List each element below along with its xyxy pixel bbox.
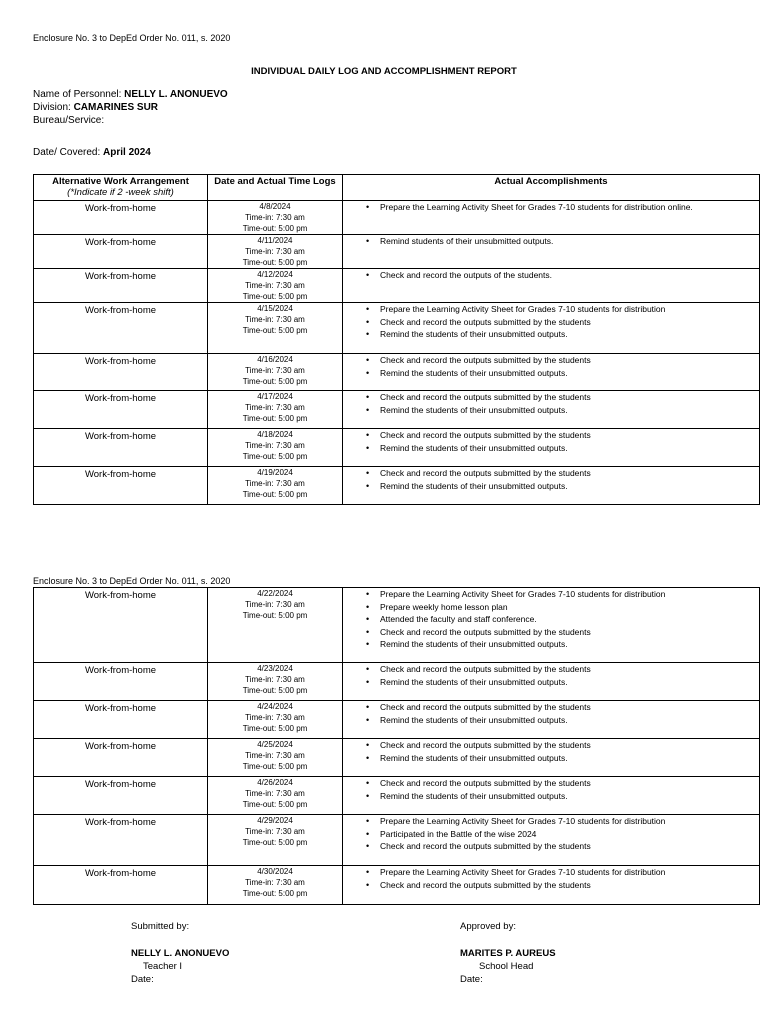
date-text: 4/30/2024 [257,867,293,876]
submitted-by-block [131,920,229,986]
header-arrangement-label: Alternative Work Arrangement [52,176,189,187]
bureau-service [33,114,228,127]
accomplishment-list [343,429,759,454]
accomplishments-cell [343,269,760,303]
log-table-page2 [33,587,760,905]
accomplishment-item: • Check and record the outputs submitted by the students [380,739,759,752]
date-text: 4/8/2024 [259,202,291,211]
date-time-cell [208,815,343,866]
arrangement-cell: Work-from-home [34,588,208,663]
time-in-text: Time-in: 7:30 am [245,315,305,324]
date-time-cell [208,269,343,303]
accomplishment-item: • Attended the faculty and staff conference. [380,613,759,626]
date-time-cell [208,701,343,739]
accomplishment-item: • Check and record the outputs of the students. [380,269,759,282]
accomplishment-item: • Remind the students of their unsubmitted outputs. [380,367,759,380]
accomplishments-cell [343,701,760,739]
time-in-text: Time-in: 7:30 am [245,247,305,256]
date-covered-label: Date/ Covered: [33,147,101,158]
name-label: Name of Personnel: [33,89,122,100]
time-in-text: Time-in: 7:30 am [245,441,305,450]
header-arrangement-note: (*Indicate if 2 -week shift) [67,187,174,198]
accomplishment-item: • Prepare the Learning Activity Sheet for Grades 7-10 students for distribution [380,866,759,879]
accomplishment-item: • Check and record the outputs submitted by the students [380,354,759,367]
accomplishment-item: • Participated in the Battle of the wise 2024 [380,828,759,841]
arrangement-cell: Work-from-home [34,429,208,467]
time-in-text: Time-in: 7:30 am [245,751,305,760]
date-text: 4/22/2024 [257,589,293,598]
date-text: 4/12/2024 [257,270,293,279]
date-time-cell [208,739,343,777]
accomplishments-cell [343,201,760,235]
accomplishment-list [343,739,759,764]
table-header-row [34,175,760,201]
division [33,101,228,114]
arrangement-cell: Work-from-home [34,866,208,905]
table-row [34,354,760,391]
date-covered [33,146,151,159]
approved-by-position: School Head [479,961,534,972]
arrangement-cell: Work-from-home [34,391,208,429]
submitted-by-position: Teacher I [143,961,183,972]
header-accomplishments: Actual Accomplishments [343,175,760,201]
time-out-text: Time-out: 5:00 pm [242,762,308,771]
date-time-cell [208,588,343,663]
time-in-text: Time-in: 7:30 am [245,479,305,488]
time-out-text: Time-out: 5:00 pm [242,224,308,233]
table-row [34,429,760,467]
time-out-text: Time-out: 5:00 pm [242,686,308,695]
date-text: 4/29/2024 [257,816,293,825]
accomplishment-item: • Check and record the outputs submitted by the students [380,879,759,892]
date-text: 4/19/2024 [257,468,293,477]
time-in-text: Time-in: 7:30 am [245,827,305,836]
arrangement-cell: Work-from-home [34,815,208,866]
accomplishment-list [343,235,759,248]
date-time-cell [208,777,343,815]
approved-by-date: Date: [460,974,483,985]
accomplishment-list [343,391,759,416]
accomplishment-item: • Check and record the outputs submitted by the students [380,701,759,714]
accomplishment-list [343,701,759,726]
arrangement-cell: Work-from-home [34,663,208,701]
time-out-text: Time-out: 5:00 pm [242,452,308,461]
table-row [34,739,760,777]
header-arrangement [34,175,208,201]
date-time-cell [208,303,343,354]
time-in-text: Time-in: 7:30 am [245,366,305,375]
accomplishments-cell [343,354,760,391]
enclosure-label-page2: Enclosure No. 3 to DepEd Order No. 011, s. 2020 [33,576,231,586]
accomplishments-cell [343,235,760,269]
table-row [34,701,760,739]
date-time-cell [208,354,343,391]
time-out-text: Time-out: 5:00 pm [242,377,308,386]
division-label: Division: [33,102,71,113]
time-out-text: Time-out: 5:00 pm [242,258,308,267]
accomplishment-item: • Remind the students of their unsubmitted outputs. [380,638,759,651]
time-out-text: Time-out: 5:00 pm [242,611,308,620]
accomplishment-list [343,663,759,688]
accomplishment-item: • Prepare the Learning Activity Sheet for Grades 7-10 students for distribution [380,303,759,316]
accomplishments-cell [343,391,760,429]
date-time-cell [208,201,343,235]
header-date-logs: Date and Actual Time Logs [208,175,343,201]
date-time-cell [208,866,343,905]
approved-by-label: Approved by: [460,921,516,932]
table-row [34,866,760,905]
date-text: 4/25/2024 [257,740,293,749]
table-row [34,235,760,269]
accomplishment-item: • Prepare the Learning Activity Sheet for Grades 7-10 students for distribution online. [380,201,759,214]
accomplishments-cell [343,739,760,777]
date-time-cell [208,235,343,269]
time-out-text: Time-out: 5:00 pm [242,414,308,423]
accomplishment-item: • Remind the students of their unsubmitted outputs. [380,442,759,455]
table-row [34,201,760,235]
accomplishments-cell [343,663,760,701]
arrangement-cell: Work-from-home [34,701,208,739]
approved-by-block [460,920,556,986]
accomplishment-list [343,354,759,379]
accomplishment-list [343,269,759,282]
accomplishments-cell [343,815,760,866]
division-value: CAMARINES SUR [73,102,159,113]
arrangement-cell: Work-from-home [34,777,208,815]
accomplishments-cell [343,777,760,815]
accomplishment-item: • Remind the students of their unsubmitted outputs. [380,480,759,493]
submitted-by-name: NELLY L. ANONUEVO [131,948,230,959]
time-in-text: Time-in: 7:30 am [245,213,305,222]
accomplishment-item: • Remind the students of their unsubmitted outputs. [380,790,759,803]
time-in-text: Time-in: 7:30 am [245,403,305,412]
table-row [34,777,760,815]
accomplishment-item: • Check and record the outputs submitted by the students [380,840,759,853]
accomplishment-item: • Prepare the Learning Activity Sheet for Grades 7-10 students for distribution [380,815,759,828]
accomplishment-list [343,777,759,802]
time-out-text: Time-out: 5:00 pm [242,838,308,847]
time-in-text: Time-in: 7:30 am [245,789,305,798]
accomplishment-list [343,201,759,214]
approved-by-name: MARITES P. AUREUS [460,948,556,959]
report-title: INDIVIDUAL DAILY LOG AND ACCOMPLISHMENT REPORT [251,66,517,77]
table-row [34,303,760,354]
table-row [34,391,760,429]
log-table-page1 [33,174,760,505]
accomplishment-item: • Remind the students of their unsubmitted outputs. [380,714,759,727]
arrangement-cell: Work-from-home [34,235,208,269]
accomplishment-item: • Remind the students of their unsubmitted outputs. [380,328,759,341]
accomplishment-item: • Remind students of their unsubmitted outputs. [380,235,759,248]
accomplishment-item: • Check and record the outputs submitted by the students [380,467,759,480]
arrangement-cell: Work-from-home [34,354,208,391]
date-time-cell [208,467,343,505]
time-in-text: Time-in: 7:30 am [245,675,305,684]
accomplishment-item: • Check and record the outputs submitted by the students [380,777,759,790]
accomplishment-list [343,866,759,891]
accomplishment-list [343,588,759,651]
date-text: 4/24/2024 [257,702,293,711]
date-time-cell [208,663,343,701]
accomplishment-item: • Check and record the outputs submitted by the students [380,391,759,404]
table-row [34,815,760,866]
accomplishment-item: • Check and record the outputs submitted by the students [380,429,759,442]
bureau-label: Bureau/Service: [33,115,105,126]
submitted-by-date: Date: [131,974,154,985]
arrangement-cell: Work-from-home [34,467,208,505]
time-in-text: Time-in: 7:30 am [245,281,305,290]
date-covered-value: April 2024 [103,147,151,158]
name-of-personnel [33,88,228,101]
accomplishment-list [343,303,759,341]
enclosure-label: Enclosure No. 3 to DepEd Order No. 011, s. 2020 [33,33,231,43]
arrangement-cell: Work-from-home [34,303,208,354]
table-row [34,467,760,505]
date-text: 4/18/2024 [257,430,293,439]
accomplishment-item: • Check and record the outputs submitted by the students [380,626,759,639]
time-in-text: Time-in: 7:30 am [245,878,305,887]
date-text: 4/17/2024 [257,392,293,401]
accomplishment-list [343,815,759,853]
time-in-text: Time-in: 7:30 am [245,600,305,609]
personnel-info [33,88,228,127]
time-out-text: Time-out: 5:00 pm [242,490,308,499]
accomplishments-cell [343,429,760,467]
date-time-cell [208,391,343,429]
submitted-by-label: Submitted by: [131,921,190,932]
time-out-text: Time-out: 5:00 pm [242,724,308,733]
arrangement-cell: Work-from-home [34,269,208,303]
time-out-text: Time-out: 5:00 pm [242,292,308,301]
accomplishment-item: • Check and record the outputs submitted by the students [380,316,759,329]
arrangement-cell: Work-from-home [34,201,208,235]
accomplishments-cell [343,866,760,905]
accomplishment-item: • Remind the students of their unsubmitted outputs. [380,752,759,765]
date-text: 4/23/2024 [257,664,293,673]
accomplishments-cell [343,467,760,505]
arrangement-cell: Work-from-home [34,739,208,777]
accomplishment-item: • Remind the students of their unsubmitted outputs. [380,676,759,689]
accomplishments-cell [343,303,760,354]
time-out-text: Time-out: 5:00 pm [242,800,308,809]
table-row [34,588,760,663]
time-out-text: Time-out: 5:00 pm [242,326,308,335]
accomplishment-item: • Prepare the Learning Activity Sheet for Grades 7-10 students for distribution [380,588,759,601]
accomplishment-list [343,467,759,492]
date-text: 4/16/2024 [257,355,293,364]
accomplishments-cell [343,588,760,663]
name-value: NELLY L. ANONUEVO [124,89,228,100]
accomplishment-item: • Remind the students of their unsubmitted outputs. [380,404,759,417]
table-row [34,663,760,701]
date-text: 4/11/2024 [257,236,293,245]
date-text: 4/15/2024 [257,304,293,313]
accomplishment-item: • Check and record the outputs submitted by the students [380,663,759,676]
date-text: 4/26/2024 [257,778,293,787]
accomplishment-item: • Prepare weekly home lesson plan [380,601,759,614]
time-in-text: Time-in: 7:30 am [245,713,305,722]
date-time-cell [208,429,343,467]
time-out-text: Time-out: 5:00 pm [242,889,308,898]
table-row [34,269,760,303]
